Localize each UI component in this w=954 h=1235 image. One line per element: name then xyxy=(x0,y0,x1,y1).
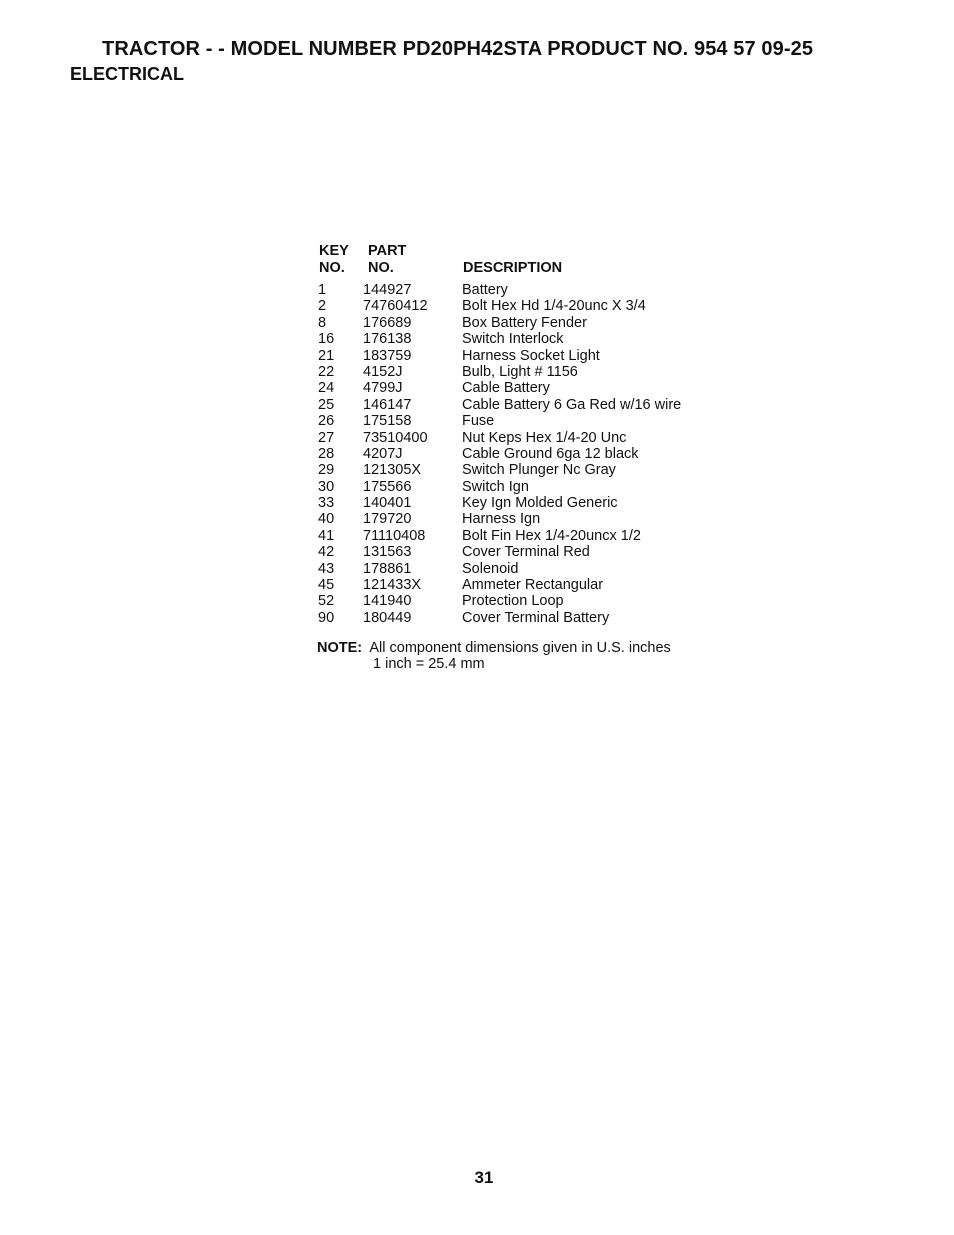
key-no-cell: 24 xyxy=(318,380,335,397)
key-no-cell: 26 xyxy=(318,413,335,430)
part-no-cell: 140401 xyxy=(363,495,412,512)
table-row xyxy=(318,298,738,314)
table-row xyxy=(318,364,738,380)
note-label: NOTE: xyxy=(317,640,363,656)
table-row xyxy=(318,593,738,609)
part-no-cell: 176689 xyxy=(363,314,412,331)
description-cell: Battery xyxy=(462,282,508,298)
part-no-cell: 74760412 xyxy=(363,298,428,315)
note-line2: 1 inch = 25.4 mm xyxy=(373,656,485,672)
table-row xyxy=(318,331,738,347)
part-no-cell: 131563 xyxy=(363,544,412,561)
part-header-line1: PART xyxy=(368,243,407,259)
description-cell: Nut Keps Hex 1/4-20 Unc xyxy=(462,429,627,446)
note-line1: All component dimensions given in U.S. inches xyxy=(369,640,671,656)
key-no-cell: 45 xyxy=(318,577,335,594)
key-no-cell: 41 xyxy=(318,527,335,544)
section-title: ELECTRICAL xyxy=(70,64,184,84)
part-no-cell: 71110408 xyxy=(363,527,426,544)
table-row xyxy=(318,397,738,413)
description-cell: Cable Ground 6ga 12 black xyxy=(462,445,639,462)
part-no-cell: 144927 xyxy=(363,282,412,298)
key-no-cell: 40 xyxy=(318,511,335,528)
page-title: TRACTOR - - MODEL NUMBER PD20PH42STA PRODUCT NO. 954 57 09-25 xyxy=(102,38,814,60)
description-header: DESCRIPTION xyxy=(463,260,563,276)
key-no-cell: 29 xyxy=(318,462,335,479)
description-cell: Switch Interlock xyxy=(462,331,564,348)
key-no-cell: 21 xyxy=(318,347,335,364)
part-no-cell: 146147 xyxy=(363,396,412,413)
description-cell: Harness Ign xyxy=(462,511,541,528)
key-no-cell: 28 xyxy=(318,445,335,462)
key-no-cell: 22 xyxy=(318,363,335,380)
key-no-cell: 27 xyxy=(318,429,335,446)
description-cell: Fuse xyxy=(462,413,495,430)
part-no-cell: 175158 xyxy=(363,413,412,430)
part-no-cell: 176138 xyxy=(363,331,412,348)
page-number: 31 xyxy=(474,1168,494,1187)
key-no-cell: 1 xyxy=(318,282,327,298)
part-no-cell: 4152J xyxy=(363,363,403,380)
description-cell: Key Ign Molded Generic xyxy=(462,495,618,512)
part-no-cell: 183759 xyxy=(363,347,412,364)
key-no-cell: 90 xyxy=(318,609,335,626)
description-cell: Cable Battery xyxy=(462,380,550,397)
part-no-cell: 4799J xyxy=(363,380,403,397)
part-no-cell: 4207J xyxy=(363,445,403,462)
table-row xyxy=(318,528,738,544)
key-no-cell: 16 xyxy=(318,331,335,348)
key-header-line2: NO. xyxy=(319,260,345,276)
table-row xyxy=(318,610,738,626)
part-no-cell: 121433X xyxy=(363,577,422,594)
part-no-cell: 180449 xyxy=(363,609,412,626)
description-cell: Harness Socket Light xyxy=(462,347,600,364)
description-cell: Bolt Fin Hex 1/4-20uncx 1/2 xyxy=(462,527,641,544)
description-cell: Box Battery Fender xyxy=(462,314,587,331)
key-header-line1: KEY xyxy=(319,243,349,259)
table-row xyxy=(318,446,738,462)
key-no-cell: 25 xyxy=(318,396,335,413)
table-row xyxy=(318,479,738,495)
description-cell: Bolt Hex Hd 1/4-20unc X 3/4 xyxy=(462,298,646,315)
table-row xyxy=(318,348,738,364)
description-cell: Cable Battery 6 Ga Red w/16 wire xyxy=(462,396,682,413)
table-row xyxy=(318,544,738,560)
description-cell: Ammeter Rectangular xyxy=(462,577,604,594)
description-cell: Bulb, Light # 1156 xyxy=(462,363,578,380)
table-row xyxy=(318,282,738,298)
key-no-cell: 43 xyxy=(318,560,335,577)
key-no-cell: 42 xyxy=(318,544,335,561)
part-no-cell: 179720 xyxy=(363,511,412,528)
part-no-cell: 141940 xyxy=(363,593,412,610)
part-no-cell: 178861 xyxy=(363,560,412,577)
dimension-note xyxy=(317,640,671,672)
description-cell: Switch Plunger Nc Gray xyxy=(462,462,616,479)
key-no-cell: 2 xyxy=(318,298,327,315)
description-cell: Protection Loop xyxy=(462,593,564,610)
table-row xyxy=(318,495,738,511)
part-header-line2: NO. xyxy=(368,260,394,276)
table-row xyxy=(318,577,738,593)
table-row xyxy=(318,462,738,478)
part-no-cell: 121305X xyxy=(363,462,422,479)
key-no-cell: 33 xyxy=(318,495,335,512)
part-no-header xyxy=(368,243,406,277)
key-no-cell: 8 xyxy=(318,314,327,331)
key-no-cell: 52 xyxy=(318,593,335,610)
table-row xyxy=(318,413,738,429)
key-no-header xyxy=(319,243,349,277)
table-row xyxy=(318,561,738,577)
parts-table-body xyxy=(318,282,738,626)
key-no-cell: 30 xyxy=(318,478,335,495)
description-cell: Cover Terminal Red xyxy=(462,544,590,561)
table-row xyxy=(318,380,738,396)
parts-table xyxy=(318,242,738,626)
parts-table-header xyxy=(318,242,738,278)
table-row xyxy=(318,430,738,446)
table-row xyxy=(318,511,738,527)
part-no-cell: 73510400 xyxy=(363,429,428,446)
part-no-cell: 175566 xyxy=(363,478,412,495)
description-cell: Solenoid xyxy=(462,560,519,577)
table-row xyxy=(318,315,738,331)
description-cell: Cover Terminal Battery xyxy=(462,609,610,626)
description-cell: Switch Ign xyxy=(462,478,529,495)
